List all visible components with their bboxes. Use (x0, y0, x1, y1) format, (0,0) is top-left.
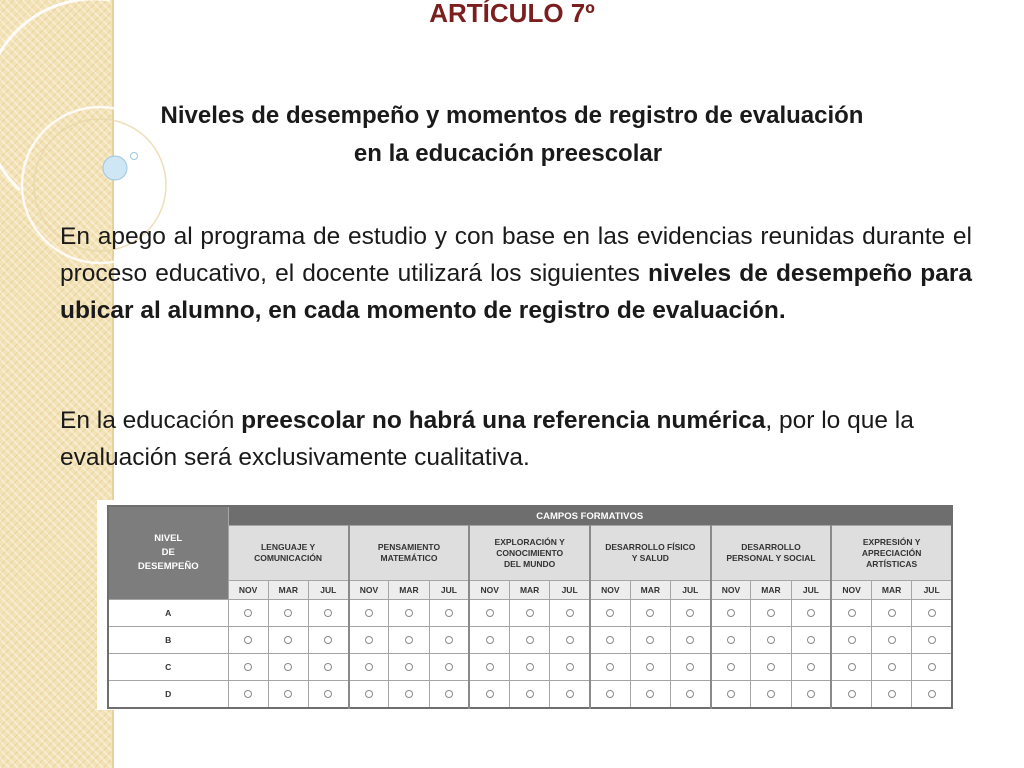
empty-circle-icon (807, 609, 815, 617)
empty-circle-icon (807, 663, 815, 671)
empty-circle-icon (405, 663, 413, 671)
evaluation-cell (469, 627, 509, 654)
empty-circle-icon (888, 663, 896, 671)
empty-circle-icon (445, 663, 453, 671)
empty-circle-icon (606, 636, 614, 644)
evaluation-cell (590, 627, 630, 654)
empty-circle-icon (526, 609, 534, 617)
paragraph-2-text-b: , por lo que la evaluación será exclusivamente cualitativa. (60, 407, 914, 471)
evaluation-cell (228, 600, 268, 627)
evaluation-cell (510, 627, 550, 654)
empty-circle-icon (928, 636, 936, 644)
evaluation-cell (469, 654, 509, 681)
month-header: JUL (670, 581, 710, 600)
empty-circle-icon (686, 636, 694, 644)
campo-label-line: ARTÍSTICAS (866, 558, 918, 569)
evaluation-cell (791, 627, 831, 654)
empty-circle-icon (767, 663, 775, 671)
evaluation-cell (670, 681, 710, 709)
campo-label-line: CONOCIMIENTO (496, 547, 564, 558)
month-header: NOV (711, 581, 751, 600)
evaluation-cell (308, 627, 348, 654)
slide-title: ARTÍCULO 7º (429, 0, 595, 28)
empty-circle-icon (526, 663, 534, 671)
evaluation-cell (550, 627, 590, 654)
empty-circle-icon (848, 609, 856, 617)
evaluation-cell (349, 627, 389, 654)
evaluation-cell (590, 681, 630, 709)
empty-circle-icon (888, 636, 896, 644)
campo-label-line: PERSONAL Y SOCIAL (726, 553, 816, 563)
empty-circle-icon (767, 609, 775, 617)
evaluation-cell (389, 654, 429, 681)
evaluation-cell (872, 681, 912, 709)
empty-circle-icon (686, 609, 694, 617)
empty-circle-icon (244, 609, 252, 617)
evaluation-cell (751, 654, 791, 681)
evaluation-cell (751, 627, 791, 654)
evaluation-cell (429, 627, 469, 654)
empty-circle-icon (686, 690, 694, 698)
empty-circle-icon (445, 636, 453, 644)
paragraph-1-bold: niveles de desempeño para ubicar al alumno, en cada momento de registro de evaluación. (60, 260, 972, 324)
empty-circle-icon (727, 663, 735, 671)
evaluation-table-card (97, 500, 961, 710)
evaluation-cell (711, 627, 751, 654)
empty-circle-icon (566, 609, 574, 617)
month-header: JUL (308, 581, 348, 600)
evaluation-cell (711, 681, 751, 709)
month-header: MAR (510, 581, 550, 600)
evaluation-cell (912, 654, 952, 681)
paragraph-1-text: En apego al programa de estudio y con base en las evidencias reunidas durante el proceso educativo, el docente utilizará los siguientes (60, 223, 972, 287)
empty-circle-icon (324, 690, 332, 698)
empty-circle-icon (606, 609, 614, 617)
evaluation-cell (429, 600, 469, 627)
campo-label-line: PENSAMIENTO (377, 542, 441, 552)
evaluation-cell (912, 627, 952, 654)
empty-circle-icon (365, 609, 373, 617)
evaluation-cell (711, 654, 751, 681)
level-row (108, 600, 952, 627)
level-row (108, 627, 952, 654)
evaluation-cell (349, 654, 389, 681)
empty-circle-icon (244, 636, 252, 644)
evaluation-cell (831, 627, 871, 654)
empty-circle-icon (365, 636, 373, 644)
empty-circle-icon (365, 663, 373, 671)
evaluation-cell (590, 654, 630, 681)
empty-circle-icon (888, 690, 896, 698)
month-header: NOV (349, 581, 389, 600)
empty-circle-icon (284, 663, 292, 671)
evaluation-cell (912, 681, 952, 709)
evaluation-cell (670, 654, 710, 681)
evaluation-cell (228, 654, 268, 681)
campos-formativos-header: CAMPOS FORMATIVOS (228, 506, 952, 526)
evaluation-cell (872, 600, 912, 627)
evaluation-cell (268, 600, 308, 627)
campo-label-line: DESARROLLO (741, 542, 801, 552)
empty-circle-icon (606, 690, 614, 698)
evaluation-cell (831, 681, 871, 709)
evaluation-cell (469, 681, 509, 709)
empty-circle-icon (848, 663, 856, 671)
empty-circle-icon (445, 609, 453, 617)
month-header: JUL (791, 581, 831, 600)
evaluation-cell (550, 681, 590, 709)
evaluation-cell (630, 600, 670, 627)
evaluation-cell (389, 600, 429, 627)
empty-circle-icon (646, 663, 654, 671)
evaluation-cell (670, 627, 710, 654)
evaluation-cell (872, 654, 912, 681)
evaluation-cell (429, 654, 469, 681)
empty-circle-icon (526, 636, 534, 644)
month-header: JUL (912, 581, 952, 600)
month-header: MAR (389, 581, 429, 600)
empty-circle-icon (727, 609, 735, 617)
evaluation-cell (831, 654, 871, 681)
empty-circle-icon (928, 663, 936, 671)
evaluation-cell (268, 681, 308, 709)
evaluation-cell (791, 654, 831, 681)
level-label: D (108, 681, 228, 709)
campo-label-line: APRECIACIÓN (861, 547, 922, 558)
level-row (108, 681, 952, 709)
empty-circle-icon (324, 609, 332, 617)
evaluation-cell (751, 681, 791, 709)
nivel-label-line: NIVEL (154, 533, 183, 544)
empty-circle-icon (646, 609, 654, 617)
empty-circle-icon (566, 636, 574, 644)
empty-circle-icon (566, 690, 574, 698)
empty-circle-icon (405, 636, 413, 644)
evaluation-cell (590, 600, 630, 627)
campo-label-line: LENGUAJE Y (260, 542, 316, 552)
level-label: C (108, 654, 228, 681)
empty-circle-icon (888, 609, 896, 617)
evaluation-cell (308, 654, 348, 681)
campo-formativo-header (228, 526, 349, 581)
evaluation-cell (630, 627, 670, 654)
evaluation-cell (268, 654, 308, 681)
empty-circle-icon (807, 690, 815, 698)
evaluation-cell (308, 681, 348, 709)
empty-circle-icon (928, 609, 936, 617)
level-label: B (108, 627, 228, 654)
month-header: MAR (630, 581, 670, 600)
evaluation-cell (831, 600, 871, 627)
month-header: JUL (550, 581, 590, 600)
empty-circle-icon (405, 690, 413, 698)
slide-subtitle-line1: Niveles de desempeño y momentos de registro de evaluación (160, 102, 864, 129)
level-label: A (108, 600, 228, 627)
evaluation-cell (751, 600, 791, 627)
empty-circle-icon (807, 636, 815, 644)
empty-circle-icon (486, 609, 494, 617)
evaluation-cell (349, 600, 389, 627)
evaluation-cell (791, 600, 831, 627)
empty-circle-icon (445, 690, 453, 698)
empty-circle-icon (486, 636, 494, 644)
empty-circle-icon (606, 663, 614, 671)
empty-circle-icon (284, 636, 292, 644)
paragraph-2-text-a: En la educación (60, 407, 242, 434)
campo-label-line: DEL MUNDO (503, 558, 556, 569)
nivel-label-line: DE (161, 547, 175, 558)
evaluation-table (107, 505, 953, 709)
campo-formativo-header (349, 526, 470, 581)
campo-label-line: EXPLORACIÓN Y (494, 536, 565, 547)
campo-label-line: MATEMÁTICO (380, 553, 438, 563)
empty-circle-icon (928, 690, 936, 698)
month-header: MAR (872, 581, 912, 600)
empty-circle-icon (646, 690, 654, 698)
month-header: NOV (469, 581, 509, 600)
empty-circle-icon (284, 690, 292, 698)
evaluation-cell (550, 600, 590, 627)
evaluation-cell (389, 681, 429, 709)
campo-label-line: DESARROLLO FÍSICO (605, 542, 696, 552)
empty-circle-icon (767, 636, 775, 644)
evaluation-cell (872, 627, 912, 654)
campo-label-line: COMUNICACIÓN (254, 553, 323, 563)
evaluation-cell (510, 654, 550, 681)
empty-circle-icon (324, 636, 332, 644)
empty-circle-icon (646, 636, 654, 644)
paragraph-2-bold: preescolar no habrá una referencia numérica (241, 407, 766, 434)
nivel-desempeno-header (108, 506, 228, 600)
paragraph-1 (60, 218, 972, 329)
month-header: JUL (429, 581, 469, 600)
month-header: MAR (751, 581, 791, 600)
evaluation-cell (429, 681, 469, 709)
empty-circle-icon (767, 690, 775, 698)
evaluation-cell (308, 600, 348, 627)
level-row (108, 654, 952, 681)
empty-circle-icon (727, 690, 735, 698)
empty-circle-icon (727, 636, 735, 644)
evaluation-cell (670, 600, 710, 627)
month-header: MAR (268, 581, 308, 600)
paragraph-2 (60, 402, 960, 476)
evaluation-cell (711, 600, 751, 627)
empty-circle-icon (848, 690, 856, 698)
evaluation-cell (389, 627, 429, 654)
evaluation-cell (228, 681, 268, 709)
slide-subtitle-line2: en la educación preescolar (353, 140, 663, 167)
nivel-label-line: DESEMPEÑO (137, 561, 199, 572)
month-header: NOV (228, 581, 268, 600)
month-header: NOV (831, 581, 871, 600)
evaluation-cell (510, 681, 550, 709)
empty-circle-icon (244, 690, 252, 698)
evaluation-cell (630, 681, 670, 709)
empty-circle-icon (284, 609, 292, 617)
evaluation-cell (268, 627, 308, 654)
empty-circle-icon (566, 663, 574, 671)
campo-formativo-header (590, 526, 711, 581)
campo-label-line: EXPRESIÓN Y (862, 536, 921, 547)
empty-circle-icon (486, 663, 494, 671)
campo-formativo-header (469, 526, 590, 581)
empty-circle-icon (486, 690, 494, 698)
evaluation-cell (469, 600, 509, 627)
evaluation-cell (349, 681, 389, 709)
empty-circle-icon (365, 690, 373, 698)
campo-formativo-header (831, 526, 952, 581)
empty-circle-icon (405, 609, 413, 617)
empty-circle-icon (526, 690, 534, 698)
empty-circle-icon (244, 663, 252, 671)
evaluation-cell (550, 654, 590, 681)
empty-circle-icon (686, 663, 694, 671)
campo-formativo-header (711, 526, 832, 581)
month-header: NOV (590, 581, 630, 600)
campo-label-line: Y SALUD (631, 553, 669, 563)
empty-circle-icon (848, 636, 856, 644)
evaluation-cell (912, 600, 952, 627)
evaluation-cell (510, 600, 550, 627)
evaluation-cell (791, 681, 831, 709)
empty-circle-icon (324, 663, 332, 671)
evaluation-cell (228, 627, 268, 654)
evaluation-cell (630, 654, 670, 681)
